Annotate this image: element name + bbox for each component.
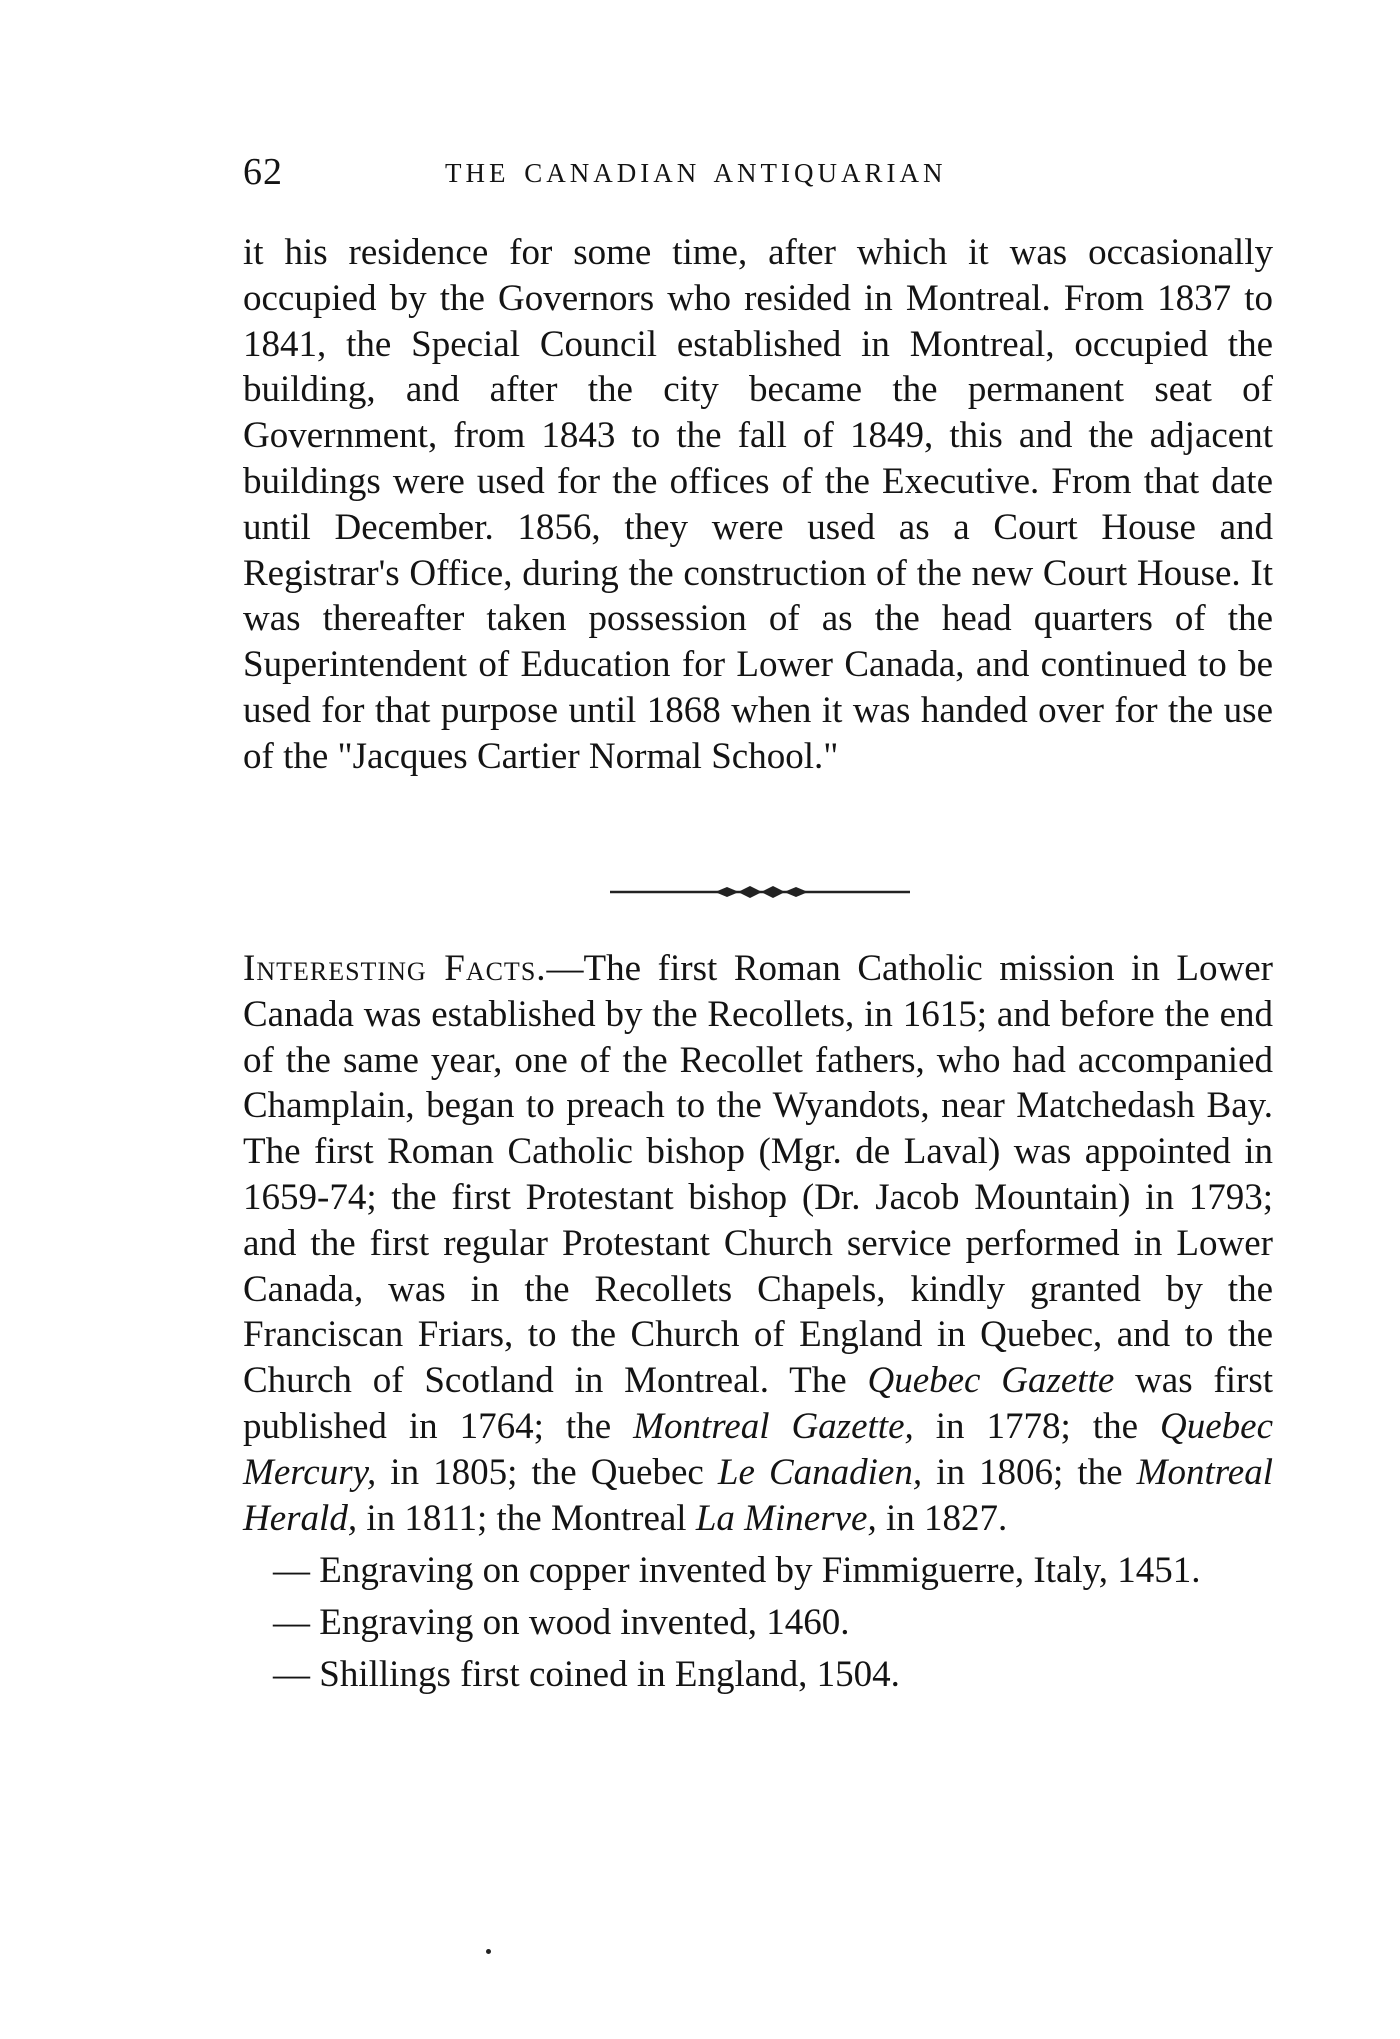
newspaper-title: Montreal Herald, bbox=[243, 1451, 1274, 1539]
newspaper-title: Montreal Gazette, bbox=[633, 1405, 914, 1447]
interesting-facts-paragraph bbox=[243, 946, 1273, 1541]
section-lead-in: Interesting Facts. bbox=[243, 948, 547, 989]
page-header bbox=[243, 150, 1273, 200]
page-speck bbox=[486, 1949, 491, 1954]
newspaper-title: La Minerve, bbox=[695, 1497, 877, 1539]
fact-item-shillings: — Shillings first coined in England, 1504. bbox=[273, 1653, 900, 1695]
facts-segment: in 1778; the bbox=[913, 1405, 1160, 1447]
facts-segment: —The first Roman Catholic mission in Lower Canada was established by the Recollets, in 1615; and before the end of the same year, one of the Recollet fathers, who had accompanied Champlain, began to preach to the Wyandots, near Matchedash Bay. The first Roman Catholic bishop (Mgr. de Laval) was appointed in 1659-74; the first Protestant bishop (Dr. Jacob Mountain) in 1793; and the first regular Protestant Church service performed in Lower Canada, was in the Recollets Chapels, kindly granted by the Franciscan Friars, to the Church of England in Quebec, and to the Church of Scotland in Montreal. The bbox=[243, 948, 1273, 1402]
facts-segment: in 1827. bbox=[876, 1497, 1008, 1539]
facts-segment: in 1805; the Quebec bbox=[376, 1451, 718, 1493]
page-number: 62 bbox=[243, 151, 283, 193]
newspaper-title: Quebec Gazette bbox=[867, 1360, 1115, 1402]
fact-item-engraving-wood: — Engraving on wood invented, 1460. bbox=[273, 1602, 850, 1644]
section-divider-ornament bbox=[610, 885, 910, 899]
fact-item-engraving-copper: — Engraving on copper invented by Fimmiguerre, Italy, 1451. bbox=[273, 1550, 1201, 1592]
newspaper-title: Quebec Mercury, bbox=[243, 1405, 1273, 1493]
continuation-section bbox=[243, 230, 1273, 780]
interesting-facts-section bbox=[243, 946, 1273, 1698]
continuation-paragraph: it his residence for some time, after which it was occasionally occupied by the Governors who resided in Montreal. From 1837 to 1841, the Special Council established in Montreal, occupied the building, and after the city became the permanent seat of Government, from 1843 to the fall of 1849, this and the adjacent buildings were used for the offices of the Executive. From that date until December. 1856, they were used as a Court House and Registrar's Office, during the construction of the new Court House. It was thereafter taken possession of as the head quarters of the Superintendent of Education for Lower Canada, and continued to be used for that purpose until 1868 when it was handed over for the use of the "Jacques Cartier Normal School." bbox=[243, 232, 1273, 777]
facts-segment: in 1806; the bbox=[922, 1451, 1137, 1493]
facts-segment: in 1811; the Montreal bbox=[357, 1497, 696, 1539]
newspaper-title: Le Canadien, bbox=[717, 1451, 923, 1493]
facts-segment: was first published in 1764; the bbox=[243, 1360, 1273, 1447]
running-title: THE CANADIAN ANTIQUARIAN bbox=[445, 158, 947, 188]
